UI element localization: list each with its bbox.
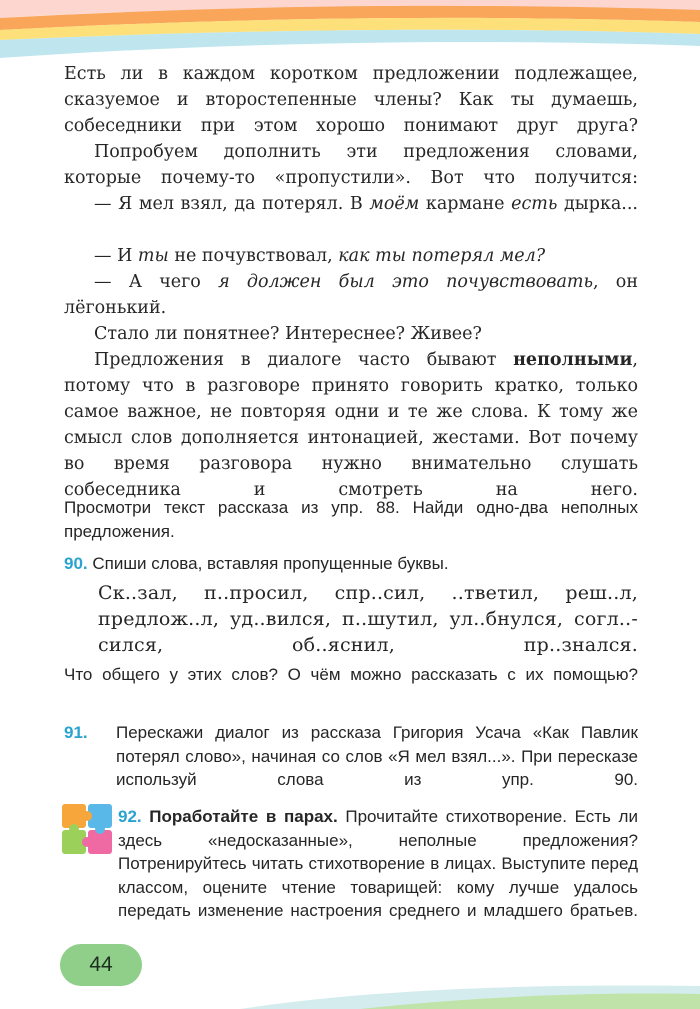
exercise-90-header (64, 552, 638, 576)
puzzle-icon (60, 802, 114, 856)
exercise-91-text: Перескажи диалог из рассказа Григория Усача «Как Павлик потерял слово», начиная со слов «Я мел взял...». При пересказе используй слова из упр. 90. (116, 723, 638, 789)
exercise-92-title: Поработайте в парах. (149, 807, 338, 826)
paragraph-fill-in: Попробуем дополнить эти предложения словами, которые почему-то «пропустили». Вот что получится: (64, 142, 638, 188)
dialogue-line-2: — И ты не почувствовал, как ты потерял мел? (94, 246, 546, 266)
exercise-91-number-wrap (64, 721, 104, 745)
paragraph-incomplete-sentences: Предложения в диалоге часто бывают неполными, потому что в разговоре принято говорить кратко, только самое важное, не повторяя одни и те же слова. К тому же смысл слов дополняется интонацией, жестами. Вот почему во время разговора нужно внимательно слушать собеседника и смотреть на него. (64, 350, 638, 500)
task-find-sentences: Просмотри текст рассказа из упр. 88. Найди одно-два неполных предложения. (64, 498, 638, 541)
page-number: 44 (89, 953, 113, 976)
dialogue-line-3: — А чего я должен был это почувствовать, он лёгонький. (64, 272, 639, 318)
exercise-number: 92. (118, 807, 142, 826)
exercise-92-text: 92. Поработайте в парах. Прочитайте стихотворение. Есть ли здесь «недосказанные», неполные предложения? Потренируйтесь читать стихотворение в лицах. Выступите перед классом, оцените чтение товарищей: кому лучше удалось передать изменение настроения среднего и младшего братьев. (118, 807, 638, 920)
exercise-90-question: Что общего у этих слов? О чём можно рассказать с их помощью? (64, 665, 638, 684)
paragraph-questions: Стало ли понятнее? Интереснее? Живее? (94, 324, 482, 344)
dialogue-line-1: — Я мел взял, да потерял. В моём кармане есть дырка... (94, 194, 638, 214)
exercise-number: 90. (64, 554, 88, 573)
top-decorative-stripes (0, 0, 700, 64)
exercise-number: 91. (64, 723, 88, 742)
paragraph-intro-question: Есть ли в каждом коротком предложении подлежащее, сказуемое и второстепенные члены? Как ты думаешь, собеседники при этом хорошо понимают друг друга? (64, 64, 638, 136)
exercise-90-words: Ск..зал, п..просил, спр..сил, ..тветил, реш..л, предлож..л, уд..вился, п..шутил, ул..бнулся, согл..-сился, об..яснил, пр..знался. (98, 582, 638, 656)
exercise-instruction: Спиши слова, вставляя пропущенные буквы. (92, 554, 449, 573)
